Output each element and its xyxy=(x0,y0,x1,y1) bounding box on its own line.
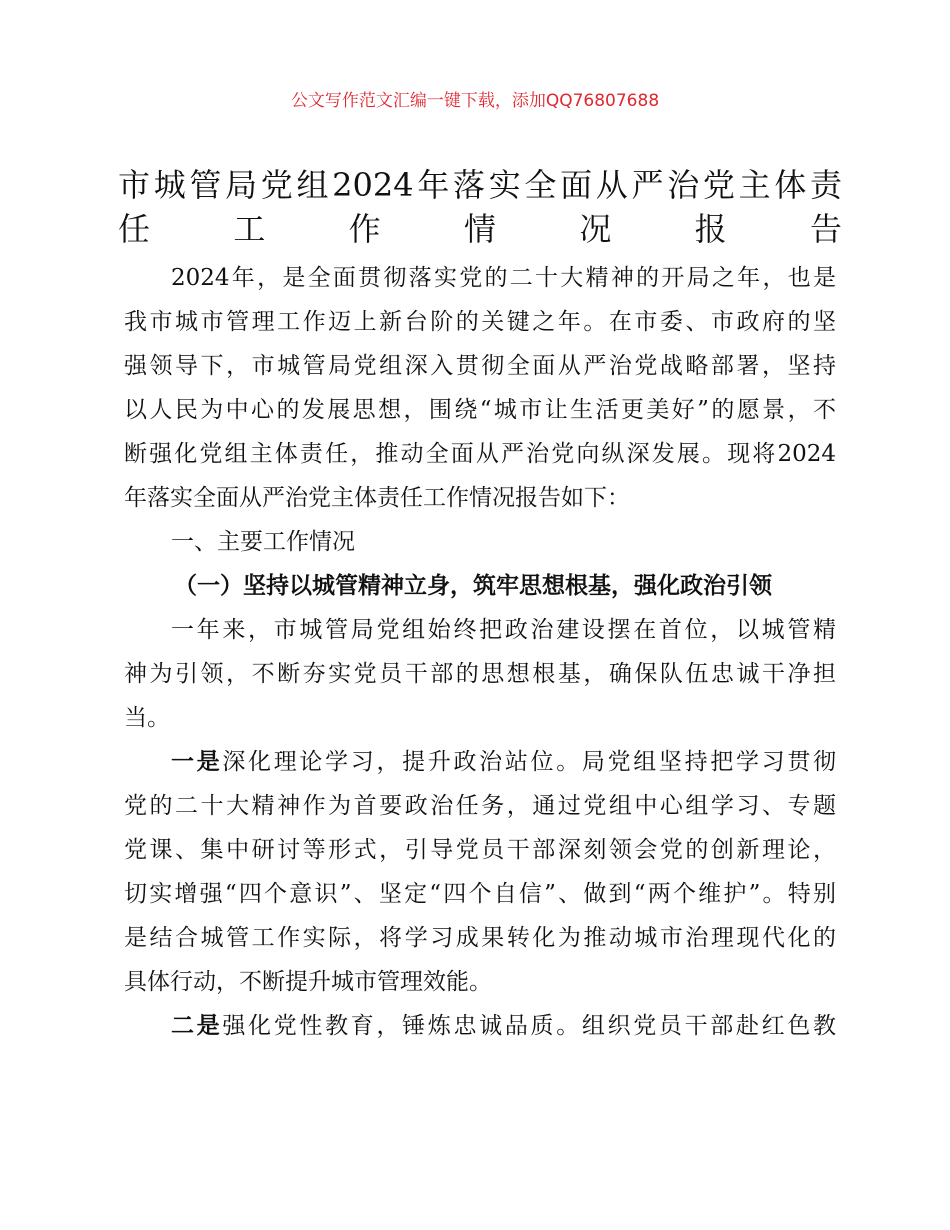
point-text: 深化理论学习，提升政治站位。局党组坚持把学习贯彻 xyxy=(222,749,836,775)
text-line: 党的二十大精神作为首要政治任务，通过党组中心组学习、专题 xyxy=(124,793,836,819)
text-line: 一年来，市城管局党组始终把政治建设摆在首位，以城管精 xyxy=(171,617,836,643)
point-lead: 二是 xyxy=(171,1012,223,1039)
text-line: 具体行动，不断提升城市管理效能。 xyxy=(124,969,492,995)
download-banner: 公文写作范文汇编一键下载，添加QQ76807688 xyxy=(290,91,660,111)
text-line: 切实增强“四个意识”、坚定“四个自信”、做到“两个维护”。特别 xyxy=(124,881,836,907)
subsection-heading: （一）坚持以城管精神立身，筑牢思想根基，强化政治引领 xyxy=(174,572,772,599)
point-paragraph xyxy=(124,740,836,1004)
text-line: 年落实全面从严治党主体责任工作情况报告如下： xyxy=(124,485,630,511)
paragraph xyxy=(124,608,836,740)
document-title xyxy=(118,163,842,251)
title-line: 市城管局党组2024年落实全面从严治党主体责 xyxy=(118,166,842,204)
intro-paragraph xyxy=(124,256,836,520)
point-text: 强化党性教育，锤炼忠诚品质。组织党员干部赴红色教 xyxy=(222,1013,836,1039)
point-paragraph xyxy=(124,1004,836,1048)
section-heading: 一、主要工作情况 xyxy=(171,529,355,555)
text-line: 强领导下，市城管局党组深入贯彻全面从严治党战略部署，坚持 xyxy=(124,353,836,379)
text-line xyxy=(124,740,836,784)
text-line: 是结合城管工作实际，将学习成果转化为推动城市治理现代化的 xyxy=(124,925,836,951)
text-line: 当。 xyxy=(124,705,170,731)
text-line: 2024年，是全面贯彻落实党的二十大精神的开局之年，也是 xyxy=(171,265,836,291)
text-line: 党课、集中研讨等形式，引导党员干部深刻领会党的创新理论， xyxy=(124,837,836,863)
title-line: 任工作情况报告 xyxy=(118,210,842,248)
document-body xyxy=(124,256,836,1048)
text-line xyxy=(124,1004,836,1048)
text-line: 我市城市管理工作迈上新台阶的关键之年。在市委、市政府的坚 xyxy=(124,309,836,335)
text-line: 以人民为中心的发展思想，围绕“城市让生活更美好”的愿景，不 xyxy=(124,397,836,423)
text-line: 神为引领，不断夯实党员干部的思想根基，确保队伍忠诚干净担 xyxy=(124,661,836,687)
text-line: 断强化党组主体责任，推动全面从严治党向纵深发展。现将2024 xyxy=(124,441,836,467)
point-lead: 一是 xyxy=(171,748,223,775)
